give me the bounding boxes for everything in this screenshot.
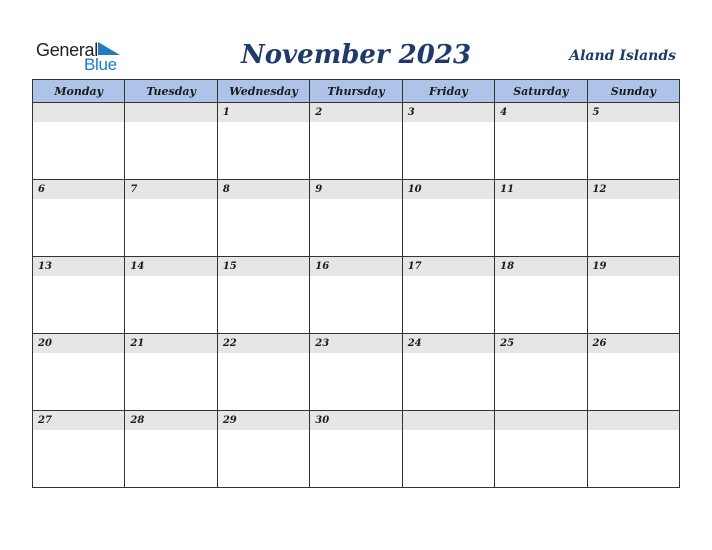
day-number: 18 [495, 257, 586, 276]
day-number [403, 411, 494, 430]
day-number: 7 [125, 180, 216, 199]
day-number: 17 [403, 257, 494, 276]
day-number: 25 [495, 334, 586, 353]
day-cell [402, 411, 494, 488]
weekday-header-row [33, 80, 680, 103]
day-number [495, 411, 586, 430]
weekday-wednesday: Wednesday [217, 80, 309, 103]
weekday-saturday: Saturday [495, 80, 587, 103]
week-row [33, 257, 680, 334]
day-number: 14 [125, 257, 216, 276]
day-number: 29 [218, 411, 309, 430]
day-number: 19 [588, 257, 679, 276]
day-number [588, 411, 679, 430]
weekday-sunday: Sunday [587, 80, 679, 103]
day-cell [402, 334, 494, 411]
day-number: 21 [125, 334, 216, 353]
weekday-tuesday: Tuesday [125, 80, 217, 103]
day-number: 9 [310, 180, 401, 199]
day-number: 24 [403, 334, 494, 353]
day-cell [217, 103, 309, 180]
day-cell [33, 180, 125, 257]
day-cell [125, 334, 217, 411]
day-cell [587, 411, 679, 488]
day-cell [495, 103, 587, 180]
day-number: 26 [588, 334, 679, 353]
day-number: 16 [310, 257, 401, 276]
day-cell [125, 180, 217, 257]
day-number: 5 [588, 103, 679, 122]
day-cell [125, 103, 217, 180]
calendar-grid [32, 79, 680, 488]
day-cell [33, 411, 125, 488]
day-number: 27 [33, 411, 124, 430]
day-cell [495, 180, 587, 257]
day-cell [587, 334, 679, 411]
day-number [33, 103, 124, 122]
day-cell [587, 180, 679, 257]
day-number: 30 [310, 411, 401, 430]
day-number: 20 [33, 334, 124, 353]
day-number: 28 [125, 411, 216, 430]
day-cell [310, 103, 402, 180]
day-number: 23 [310, 334, 401, 353]
day-number: 8 [218, 180, 309, 199]
day-cell [217, 334, 309, 411]
day-cell [402, 257, 494, 334]
weekday-monday: Monday [33, 80, 125, 103]
day-cell [402, 180, 494, 257]
day-cell [310, 180, 402, 257]
day-cell [310, 257, 402, 334]
day-cell [310, 334, 402, 411]
day-cell [495, 411, 587, 488]
day-cell [587, 257, 679, 334]
day-number: 12 [588, 180, 679, 199]
day-number: 3 [403, 103, 494, 122]
day-cell [125, 411, 217, 488]
day-cell [402, 103, 494, 180]
week-row [33, 334, 680, 411]
day-cell [33, 334, 125, 411]
day-cell [587, 103, 679, 180]
day-cell [217, 257, 309, 334]
logo-text-blue: Blue [84, 55, 117, 74]
day-number: 10 [403, 180, 494, 199]
day-number: 6 [33, 180, 124, 199]
weekday-thursday: Thursday [310, 80, 402, 103]
day-number: 13 [33, 257, 124, 276]
day-number: 4 [495, 103, 586, 122]
day-cell [33, 257, 125, 334]
day-number [125, 103, 216, 122]
region-name: Aland Islands [569, 48, 676, 64]
day-cell [33, 103, 125, 180]
day-cell [217, 411, 309, 488]
week-row [33, 180, 680, 257]
logo-text-general: General [36, 40, 98, 60]
day-number: 15 [218, 257, 309, 276]
day-cell [125, 257, 217, 334]
day-number: 1 [218, 103, 309, 122]
week-row [33, 103, 680, 180]
calendar-title: November 2023 [240, 40, 472, 70]
weekday-friday: Friday [402, 80, 494, 103]
day-number: 11 [495, 180, 586, 199]
day-cell [310, 411, 402, 488]
day-cell [217, 180, 309, 257]
day-number: 2 [310, 103, 401, 122]
day-cell [495, 334, 587, 411]
day-cell [495, 257, 587, 334]
week-row [33, 411, 680, 488]
day-number: 22 [218, 334, 309, 353]
